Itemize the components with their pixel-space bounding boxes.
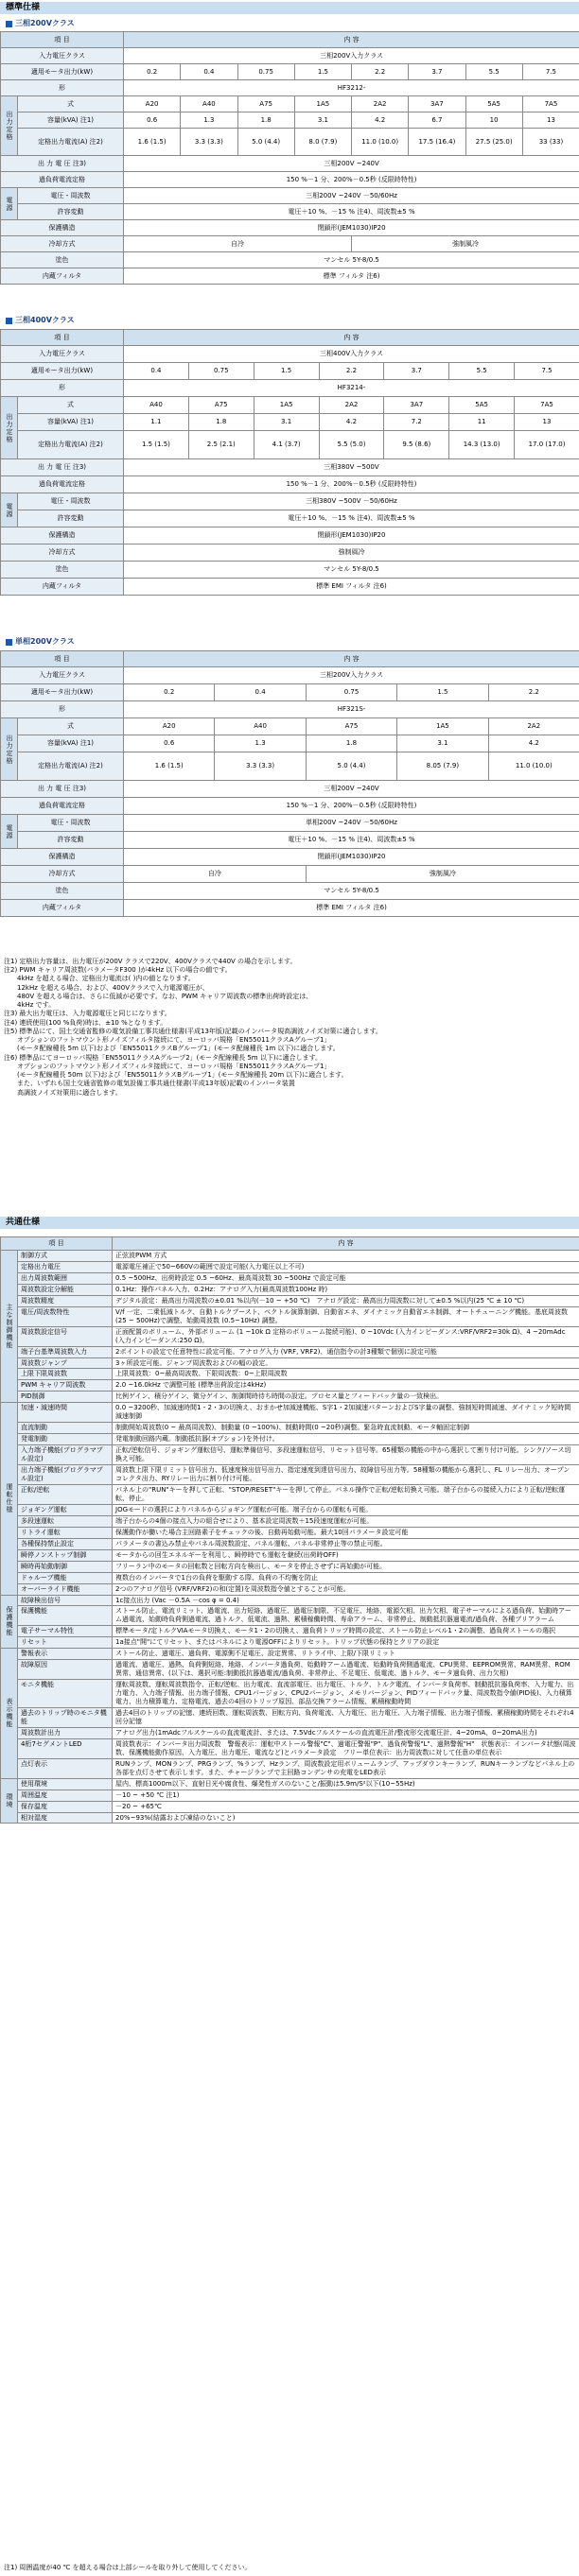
spec-value: 3ヶ所設定可能。ジャンプ周波数およびの幅の設定。 [113, 1357, 579, 1369]
capacity-cell: 13 [522, 112, 579, 129]
spec-label: リトライ運転 [18, 1527, 113, 1538]
capacity-cell: 6.7 [409, 112, 465, 129]
spec-value: 端子台からの4個の接点入力の組合せにより、基本設定周波数＋15段速度運転が可能。 [113, 1515, 579, 1527]
filter-value: 標準 EMI フィルタ 注6) [124, 900, 579, 917]
capacity-cell: 13 [515, 414, 579, 431]
power-group: 電源 [1, 493, 18, 527]
header-content: 内 容 [124, 32, 579, 48]
protection-label: 保護構造 [1, 527, 124, 545]
spec-label: 周波数ジャンプ [18, 1357, 113, 1369]
note-line: (モータ配線種長 50m 以下)および「EN55011クラスBグループ1」(モータ配線種長 20m 以下)に適合します。 [4, 1071, 348, 1080]
motor-output-label: 適用モータ出力(kW) [1, 684, 124, 701]
rated-current-cell: 5.5 (5.0) [319, 431, 384, 459]
rated-current-cell: 17.0 (17.0) [515, 431, 579, 459]
note-line: また、いずれも国土交通省監修の電気設備工事共通仕様書(平成13年版)記載のインバータ装置 [4, 1080, 295, 1088]
type-cell: 5A5 [449, 397, 515, 414]
filter-label: 内蔵フィルタ [1, 579, 124, 596]
motor-output-cell: 0.4 [124, 363, 189, 380]
spec-value: 比例ゲイン、積分ゲイン、微分ゲイン、制御間時待ち時間の設定。プロセス量とフィードバック量の一致検出。 [113, 1392, 579, 1403]
capacity-cell: 1.3 [215, 735, 306, 752]
note-line: (モータ配線種長 5m 以下)および「EN55011クラスBグループ1」(モータ配線種長 1m 以下)に適合します。 [4, 1045, 340, 1053]
motor-output-cell: 1.5 [254, 363, 319, 380]
motor-output-cell: 7.5 [522, 64, 579, 80]
cooling-label: 冷却方式 [1, 866, 124, 883]
spec-label: 周波数精度 [18, 1295, 113, 1306]
rated-current-cell: 5.0 (4.4) [306, 752, 396, 781]
overload-label: 過負荷電流定格 [1, 798, 124, 815]
group-label: 保護機能 [1, 1595, 18, 1649]
spec-value: 上限周波数：0~最高周波数、下限周波数：0~上限周波数 [113, 1369, 579, 1380]
spec-label: リセット [18, 1637, 113, 1649]
output-rating-group: 出力定格 [1, 397, 18, 459]
rated-current-cell: 1.6 (1.5) [124, 752, 215, 781]
spec-value: －10 ~ +50 ℃ 注1) [113, 1789, 579, 1801]
group-label: 運転仕様 [1, 1403, 18, 1595]
overload-value: 150 %－1 分、200%－0.5秒 (反限時特性) [124, 172, 579, 188]
power-group: 電源 [1, 188, 18, 220]
group-label: 主な制御機能 [1, 1251, 18, 1403]
rated-current-cell: 8.05 (7.9) [397, 752, 488, 781]
rated-current-cell: 8.0 (7.9) [294, 129, 351, 156]
type-cell: 7A5 [515, 397, 579, 414]
motor-output-cell: 2.2 [488, 684, 579, 701]
rated-input-value: 三相200V ~240V －50/60Hz [124, 188, 579, 204]
motor-output-cell: 5.5 [465, 64, 522, 80]
output-voltage-value: 三相200V ~240V [124, 156, 579, 172]
input-class-label: 入力電圧クラス [1, 346, 124, 363]
spec-label: 瞬停ノンストップ制御 [18, 1549, 113, 1561]
type-cell: 1A5 [397, 718, 488, 735]
cooling-value: 強制風冷 [352, 236, 579, 252]
color-value: マンセル 5Y-8/0.5 [124, 252, 579, 268]
rated-current-cell: 14.3 (13.0) [449, 431, 515, 459]
protection-value: 閉鎖形(JEM1030)IP20 [124, 527, 579, 545]
input-class-value: 三相400V入力クラス [124, 346, 579, 363]
spec-value: 1a接点"開"にてリセット、またはパネルにより電源OFFによりリセット。トリップ状態の保持とクリアの設定 [113, 1637, 579, 1649]
capacity-cell: 7.2 [384, 414, 449, 431]
spec-label: 正転/逆転 [18, 1484, 113, 1504]
filter-value: 標準 EMI フィルタ 注6) [124, 579, 579, 596]
note-line: 4kHz です。 [4, 1001, 56, 1010]
note-line: 注6) 標準品にてヨーロッパ規格「EN55011クラスAグループ2」(モータ配線種長 5m 以下)に適合します。 [4, 1053, 323, 1062]
spec-value: デジタル設定：最高出力周波数の±0.01 %以内(－10 ~ +50 ℃) アナログ設定：最高出力周波数に対して±0.5 %以内(25 ℃ ± 10 ℃) [113, 1295, 579, 1306]
motor-output-cell: 2.2 [352, 64, 409, 80]
type-cell: A75 [237, 96, 294, 112]
common-spec-table [0, 1236, 579, 1824]
spec-value: 1c接点出力 (Vac －0.5A －cos φ = 0.4) [113, 1595, 579, 1606]
capacity-cell: 4.2 [488, 735, 579, 752]
rated-current-cell: 5.0 (4.4) [237, 129, 294, 156]
rated-current-cell: 27.5 (25.0) [465, 129, 522, 156]
cooling-value: 自冷 [124, 866, 307, 883]
bullet-square-icon [6, 639, 12, 646]
spec-value: 過電流、過電圧、過熱、負荷側短絡、地絡、インバータ過負荷、始動時アーム過電流、始動時負荷側過電流、CPU異常、EEPROM異常、RAM異常、ROM異常、通信異常、(以下は、選択可能:制動抵抗器過電流/過負荷、非常停止、不足電圧、低電流、過トルク、モータ過負荷、出力欠相) [113, 1660, 579, 1680]
output-voltage-label: 出 力 電 圧 注3) [1, 459, 124, 476]
spec-label: 電子サーマル特性 [18, 1626, 113, 1637]
spec-label: 瞬時再始動制御 [18, 1561, 113, 1572]
spec-value: 正転/逆転信号、ジョギング運転信号、運転準備信号、多段速運転信号、リセット信号等。65種類の機能の中から選択して割り付け可能。シンク/ソース切換え可能。 [113, 1445, 579, 1465]
note-line: 注1) 定格出力容量は、出力電圧が200V クラスで220V、400Vクラスで440V の場合を示します。 [4, 958, 297, 965]
rated-current-cell: 1.6 (1.5) [124, 129, 181, 156]
spec-label: 電圧/周波数特性 [18, 1306, 113, 1326]
spec-label: 保護機能 [18, 1606, 113, 1626]
tolerance-value: 電圧＋10 %、－15 % 注4)、周波数±5 % [124, 204, 579, 220]
spec-label: 制御方式 [18, 1251, 113, 1262]
spec-value: パネル上の"RUN"キーを押して正転、"STOP/RESET"キーを押して停止。パネル操作で正転/逆転切換え可能。端子台からの接続入力により正転/逆転運転、停止。 [113, 1484, 579, 1504]
output-voltage-label: 出 力 電 圧 注3) [1, 156, 124, 172]
cooling-label: 冷却方式 [1, 236, 124, 252]
spec-label: 周波数計出力 [18, 1727, 113, 1738]
motor-output-cell: 3.7 [384, 363, 449, 380]
spec-label: 入力端子機能(プログラマブル設定) [18, 1445, 113, 1465]
header-item: 項 目 [1, 32, 124, 48]
footnote: 注1) 周囲温度が40 ℃ を超える場合は上部シールを取り外して使用してください。 [4, 2564, 252, 2571]
spec-label: PID制御 [18, 1392, 113, 1403]
motor-output-cell: 1.5 [397, 684, 488, 701]
header-item: 項 目 [1, 1237, 113, 1251]
spec-label: 保存温度 [18, 1801, 113, 1812]
spec-value: －20 ~ +65℃ [113, 1801, 579, 1812]
type-cell: 3A7 [384, 397, 449, 414]
spec-label: 警報表示 [18, 1649, 113, 1660]
rated-current-cell: 9.5 (8.6) [384, 431, 449, 459]
spec-label: 直流制動 [18, 1423, 113, 1434]
cooling-value: 自冷 [124, 236, 352, 252]
motor-output-cell: 0.2 [124, 64, 181, 80]
rated-input-value: 単相200V ~240V －50/60Hz [124, 815, 579, 832]
rated-input-label: 電圧・周波数 [18, 188, 124, 204]
spec-value: 過去4回のトリップの記憶、連続回数、運転周波数、回転方向、負荷電流、入力電圧、出力電圧、入力端子情報、出力端子情報、累積稼動時間をそれぞれ4回分記憶 [113, 1707, 579, 1727]
spec-label: ジョギング運転 [18, 1504, 113, 1515]
tolerance-label: 許容変動 [18, 204, 124, 220]
spec-value: 正弦波PWM 方式 [113, 1251, 579, 1262]
type-cell: A20 [124, 96, 181, 112]
cooling-value: 強制風冷 [306, 866, 579, 883]
rated-input-label: 電圧・周波数 [18, 815, 124, 832]
spec-value: 20%~93%(結露および凍結のないこと) [113, 1812, 579, 1824]
type-cell: A75 [306, 718, 396, 735]
type-cell: 1A5 [294, 96, 351, 112]
motor-output-cell: 0.2 [124, 684, 215, 701]
filter-value: 標準 フィルタ 注6) [124, 268, 579, 285]
spec-label: 多段速運転 [18, 1515, 113, 1527]
spec-label: 周囲温度 [18, 1789, 113, 1801]
header-item: 項 目 [1, 651, 124, 667]
filter-label: 内蔵フィルタ [1, 268, 124, 285]
note-line: オプションのフットマウント形ノイズフィルタ接続にて、ヨーロッパ規格「EN55011クラスAグループ1」 [4, 1036, 331, 1045]
type-cell: A40 [181, 96, 237, 112]
spec-value: 2つのアナログ信号 (VRF/VRF2)の和(定置)を周波数指令値とすることが可能。 [113, 1583, 579, 1595]
type-cell: A40 [215, 718, 306, 735]
capacity-cell: 1.1 [124, 414, 189, 431]
spec-label: オーバーライド機能 [18, 1583, 113, 1595]
spec-label: 出力端子機能(プログラマブル設定) [18, 1465, 113, 1485]
cooling-value: 強制風冷 [124, 545, 579, 562]
capacity-label: 容量(kVA) 注1) [18, 414, 124, 431]
rated-current-cell: 17.5 (16.4) [409, 129, 465, 156]
capacity-cell: 4.2 [319, 414, 384, 431]
section-title: 標準仕様 [0, 2, 579, 14]
note-line: 480V を超える場合は、さらに低減が必要です。なお、PWM キャリア周波数の標準出荷時設定は、 [4, 992, 313, 1000]
rated-current-cell: 11.0 (10.0) [488, 752, 579, 781]
color-value: マンセル 5Y-8/0.5 [124, 883, 579, 900]
note-line: 注4) 連続使用(100 %負荷)時は、±10 %となります。 [4, 1018, 167, 1027]
model-label: 形 [1, 380, 124, 397]
spec-label: モニタ機能 [18, 1680, 113, 1708]
spec-value: 0.5 ~500Hz、出荷時設定 0.5 ~60Hz、最高周波数 30 ~500Hz で設定可能 [113, 1272, 579, 1284]
rated-current-cell: 3.3 (3.3) [181, 129, 237, 156]
model-value: HF3214- [124, 380, 579, 397]
type-cell: 2A2 [352, 96, 409, 112]
spec-table-400v [0, 329, 579, 596]
spec-value: 制動開始周波数(0 ~ 最高周波数)、制動量 (0 ~100%)、制動時間(0 ~20秒)調整。緊急時直流制動、モータ軸固定制御 [113, 1423, 579, 1434]
protection-label: 保護構造 [1, 849, 124, 866]
note-line: 12kHz を超える場合、および、400Vクラスで入力電源電圧が、 [4, 983, 209, 992]
spec-label: 上限下限周波数 [18, 1369, 113, 1380]
capacity-cell: 11 [449, 414, 515, 431]
capacity-cell: 3.1 [397, 735, 488, 752]
type-cell: A20 [124, 718, 215, 735]
motor-output-cell: 5.5 [449, 363, 515, 380]
spec-label: 4桁7セグメントLED [18, 1738, 113, 1758]
spec-label: 周波数設定分解能 [18, 1284, 113, 1295]
rated-current-cell: 1.5 (1.5) [124, 431, 189, 459]
output-voltage-label: 出 力 電 圧 注3) [1, 781, 124, 798]
tolerance-label: 許容変動 [18, 832, 124, 849]
bullet-square-icon [6, 318, 12, 324]
spec-value: 屋内、標高1000m以下、直射日光や腐食性、爆発性ガスのないこと/振動は5.9m/S²以下(10~55Hz) [113, 1778, 579, 1789]
motor-output-cell: 1.5 [294, 64, 351, 80]
color-label: 塗色 [1, 562, 124, 579]
capacity-cell: 4.2 [352, 112, 409, 129]
rated-current-cell: 4.1 (3.7) [254, 431, 319, 459]
spec-label: 相対湿度 [18, 1812, 113, 1824]
spec-value: 正面配置のボリューム、外部ボリューム (1 ~10k Ω 定格のボリューム接続可能)、0 ~10Vdc (入力インピーダンス:VRF/VRF2=30k Ω)、4 ~20mAdc (入力インピーダンス:250 Ω)。 [113, 1326, 579, 1346]
capacity-cell: 1.8 [188, 414, 254, 431]
capacity-label: 容量(kVA) 注1) [18, 735, 124, 752]
spec-value: 標準モータ/定トルクVIAモータ切換え、モータ1・2の切換え、過負荷トリップ時間の設定、ストール防止レベル1・2の調整、過負荷ストールの選択 [113, 1626, 579, 1637]
rated-input-label: 電圧・周波数 [18, 493, 124, 510]
header-item: 項 目 [1, 330, 124, 346]
output-rating-group: 出力定格 [1, 718, 18, 781]
capacity-label: 容量(kVA) 注1) [18, 112, 124, 129]
motor-output-cell: 0.4 [215, 684, 306, 701]
common-spec-title: 共通仕様 [0, 1217, 579, 1229]
type-label: 式 [18, 718, 124, 735]
rated-current-label: 定格出力電流(A) 注2) [18, 431, 124, 459]
overload-label: 過負荷電流定格 [1, 476, 124, 493]
protection-label: 保護構造 [1, 220, 124, 236]
spec-value: 複数台のインバータで1台の負荷を駆動する際、負荷の不均衡を防止 [113, 1572, 579, 1583]
motor-output-cell: 7.5 [515, 363, 579, 380]
spec-1ph-title: 単相200Vクラス [6, 637, 75, 647]
motor-output-label: 適用モータ出力(kW) [1, 64, 124, 80]
protection-value: 閉鎖形(JEM1030)IP20 [124, 849, 579, 866]
spec-label: 点灯表示 [18, 1758, 113, 1778]
rated-input-value: 三相380V ~500V －50/60Hz [124, 493, 579, 510]
type-cell: A75 [188, 397, 254, 414]
spec-label: 定格出力電圧 [18, 1261, 113, 1272]
spec-label: ドゥルーブ機能 [18, 1572, 113, 1583]
spec-value: JOGモードの選択によりパネルからジョギング運転が可能。端子台からの運転も可能。 [113, 1504, 579, 1515]
type-cell: 2A2 [319, 397, 384, 414]
note-line: 4kHz を超える場合、定格出力電流は( )内の値となります。 [4, 975, 195, 983]
overload-value: 150 %－1 分、200%－0.5秒 (反限時特性) [124, 798, 579, 815]
tolerance-label: 許容変動 [18, 510, 124, 527]
overload-label: 過負荷電流定格 [1, 172, 124, 188]
motor-output-cell: 2.2 [319, 363, 384, 380]
spec-label: 故障原因 [18, 1660, 113, 1680]
motor-output-cell: 0.4 [181, 64, 237, 80]
note-line: 注3) 最大出力電圧は、入力電源電圧と同じになります。 [4, 1010, 171, 1018]
spec-value: 周波数上限下限リミット信号出力、低速度検出信号出力、指定速度到達信号出力、故障信号出力等。58種類の機能から選択し、FL リレー出力、オープンコレクタ出力、RYリレー出力に割り付け可能。 [113, 1465, 579, 1485]
model-label: 形 [1, 80, 124, 96]
spec-label: 故障検出信号 [18, 1595, 113, 1606]
note-line: 注2) PWM キャリア周波数(パラメータF300 )が4kHz 以下の場合の値です。 [4, 966, 232, 975]
capacity-cell: 0.6 [124, 112, 181, 129]
capacity-cell: 0.6 [124, 735, 215, 752]
type-cell: A40 [124, 397, 189, 414]
spec-value: ストール防止、過電圧、過負荷、電源側不足電圧、設定異常、リトライ中、上限/下限リミット [113, 1649, 579, 1660]
color-label: 塗色 [1, 883, 124, 900]
group-label: 環境 [1, 1778, 18, 1824]
group-label: 表示機能 [1, 1649, 18, 1778]
spec-value: パラメータの書込み禁止やパネル周波数設定、パネル運転、パネル非常停止等の禁止可能。 [113, 1538, 579, 1549]
spec-label: 使用環境 [18, 1778, 113, 1789]
rated-current-cell: 2.5 (2.1) [188, 431, 254, 459]
power-group: 電源 [1, 815, 18, 849]
spec-value: RUNランプ、MONランプ、PRGランプ、%ランプ、Hzランプ、周波数設定用ボリュームランプ、アップダウンキーランプ、RUNキーランプなどパネル上の各部を点灯させて表示します。また、チャージランプで主回路コンデンサの充電をLED表示 [113, 1758, 579, 1778]
rated-current-label: 定格出力電流(A) 注2) [18, 129, 124, 156]
spec-value: 2ポイントの設定で任意特性に設定可能。アナログ入力 (VRF, VRF2)、通信指令の計3種類で個別に設定可能 [113, 1346, 579, 1357]
type-label: 式 [18, 397, 124, 414]
color-label: 塗色 [1, 252, 124, 268]
capacity-cell: 3.1 [294, 112, 351, 129]
spec-label: 加速・減速時間 [18, 1403, 113, 1423]
motor-output-cell: 0.75 [306, 684, 396, 701]
overload-value: 150 %－1 分、200%－0.5秒 (反限時特性) [124, 476, 579, 493]
motor-output-label: 適用モータ出力(kW) [1, 363, 124, 380]
spec-value: アナログ出力(1mAdcフルスケールの直流電流計、または、7.5Vdcフルスケールの直流電圧計/整流形交流電圧計、4~20mA、0~20mA出力) [113, 1727, 579, 1738]
model-label: 形 [1, 701, 124, 718]
input-class-value: 三相200V入力クラス [124, 48, 579, 64]
notes-block [4, 958, 575, 1098]
input-class-value: 三相200V入力クラス [124, 667, 579, 684]
bullet-square-icon [6, 21, 12, 27]
output-voltage-value: 三相200V ~240V [124, 781, 579, 798]
header-content: 内 容 [113, 1237, 579, 1251]
rated-current-cell: 11.0 (10.0) [352, 129, 409, 156]
motor-output-cell: 3.7 [409, 64, 465, 80]
spec-value: 発電制動回路内蔵。制動抵抗器(オプション)を外付け。 [113, 1434, 579, 1445]
spec-value: 2.0 ~16.0kHz で調整可能 (標準出荷設定は4kHz) [113, 1380, 579, 1392]
output-voltage-value: 三相380V ~500V [124, 459, 579, 476]
capacity-cell: 3.1 [254, 414, 319, 431]
spec-value: 電源電圧補正で50~660Vの範囲で設定可能(入力電圧以上不可) [113, 1261, 579, 1272]
capacity-cell: 1.3 [181, 112, 237, 129]
spec-value: モータからの回生エネルギーを利用し、瞬停時でも運転を継続(出荷時OFF) [113, 1549, 579, 1561]
model-value: HF3212- [124, 80, 579, 96]
output-rating-group: 出力定格 [1, 96, 18, 156]
spec-label: 端子台基準周波数入力 [18, 1346, 113, 1357]
spec-value: 0.1Hz：操作パネル入力、0.2Hz：アナログ入力(最高周波数100Hz 時) [113, 1284, 579, 1295]
spec-value: ストール防止、電流リミット、過電流、出力短絡、過電圧、過電圧制限、不足電圧、地絡、電源欠相、出力欠相、電子サーマルによる過負荷、始動時アーム過電流、始動時負荷側過電流、過トルク、低電流、過熱、累積稼働時間、寿命アラーム、非常停止、制動抵抗器過電流/過負荷、各種ブリアラーム [113, 1606, 579, 1626]
capacity-cell: 10 [465, 112, 522, 129]
spec-label: 発電制動 [18, 1434, 113, 1445]
tolerance-value: 電圧＋10 %、－15 % 注4)、周波数±5 % [124, 510, 579, 527]
protection-value: 閉鎖形(JEM1030)IP20 [124, 220, 579, 236]
model-value: HF321S- [124, 701, 579, 718]
spec-label: PWM キャリア周波数 [18, 1380, 113, 1392]
header-content: 内 容 [124, 651, 579, 667]
input-class-label: 入力電圧クラス [1, 48, 124, 64]
motor-output-cell: 0.75 [188, 363, 254, 380]
note-line: 高調波ノイズ対策用に適合します。 [4, 1088, 122, 1097]
rated-current-label: 定格出力電流(A) 注2) [18, 752, 124, 781]
type-cell: 7A5 [522, 96, 579, 112]
type-cell: 1A5 [254, 397, 319, 414]
spec-value: V/f 一定、二乗低減トルク、自動トルクブースト、ベクトル演算制御、自動省エネ、ダイナミック自動省エネ制御、オートチューニング機能。基底周波数(25 ~ 500Hz)で調整、始動周波数 (0.5~10Hz) 調整。 [113, 1306, 579, 1326]
spec-label: 周波数設定信号 [18, 1326, 113, 1346]
capacity-cell: 1.8 [306, 735, 396, 752]
spec-value: 保護動作が働いた場合主回路素子をチェックの後、自動再始動可能。最大10回パラメータ設定可能 [113, 1527, 579, 1538]
rated-current-cell: 3.3 (3.3) [215, 752, 306, 781]
spec-label: 各種保持禁止設定 [18, 1538, 113, 1549]
capacity-cell: 1.8 [237, 112, 294, 129]
rated-current-cell: 33 (33) [522, 129, 579, 156]
spec-table-200v [0, 31, 579, 285]
spec-table-1ph [0, 650, 579, 917]
spec-value: フリーラン中のモータの回転数と回転方向を検出し、モータを停止させずに再始動が可能。 [113, 1561, 579, 1572]
type-label: 式 [18, 96, 124, 112]
tolerance-value: 電圧＋10 %、－15 % 注4)、周波数±5 % [124, 832, 579, 849]
spec-value: 周波数表示：インバータ出力周波数 警報表示：運転中ストール警報"C"、過電圧警報"P"、過負荷警報"L"、過熱警報"H" 状態表示：インバータ状態(周波数、保護機能動作原因、入力電圧、出力電圧、電流など)とパラメータ設定 フリー単位表示：出力周波数に対して任意の単位表示 [113, 1738, 579, 1758]
type-cell: 2A2 [488, 718, 579, 735]
note-line: オプションのフットマウント形ノイズフィルタ接続にて、ヨーロッパ規格「EN55011クラスAグループ1」 [4, 1062, 331, 1070]
motor-output-cell: 0.75 [237, 64, 294, 80]
header-content: 内 容 [124, 330, 579, 346]
type-cell: 3A7 [409, 96, 465, 112]
spec-label: 出力周波数範囲 [18, 1272, 113, 1284]
type-cell: 5A5 [465, 96, 522, 112]
spec-value: 0.0 ~3200秒、加減速時間1・2・3の切換え、おまかせ加減速機能、S字1・2加減速パターンおよびS字量の調整、強制短時間減速、ダイナミック短時間減速制御 [113, 1403, 579, 1423]
cooling-label: 冷却方式 [1, 545, 124, 562]
spec-400v-title: 三相400Vクラス [6, 316, 75, 325]
spec-200v-title: 三相200Vクラス [6, 19, 75, 28]
input-class-label: 入力電圧クラス [1, 667, 124, 684]
spec-value: 運転周波数、運転周波数指令、正転/逆転、出力電流、直流部電圧、出力電圧、トルク、トルク電流、インバータ負荷率、制動抵抗器負荷率、入力電力、出力電力、入力端子情報、出力端子情報、CPU1バージョン、CPU2バージョン、メモリバージョン、PIDフィードバック量、周波数指令値(PID後)、入力積算電力、出力積算電力、定格電流、過去の4回のトリップ原因、部品交換アラーム情報、累積稼動時間 [113, 1680, 579, 1708]
spec-label: 過去のトリップ時のモニタ機能 [18, 1707, 113, 1727]
filter-label: 内蔵フィルタ [1, 900, 124, 917]
note-line: 注5) 標準品にて、国土交通省監修の電気設備工事共通仕様書(平成13年版)記載のインバータ規高調波ノイズ対策に適合します。 [4, 1027, 382, 1035]
color-value: マンセル 5Y-8/0.5 [124, 562, 579, 579]
